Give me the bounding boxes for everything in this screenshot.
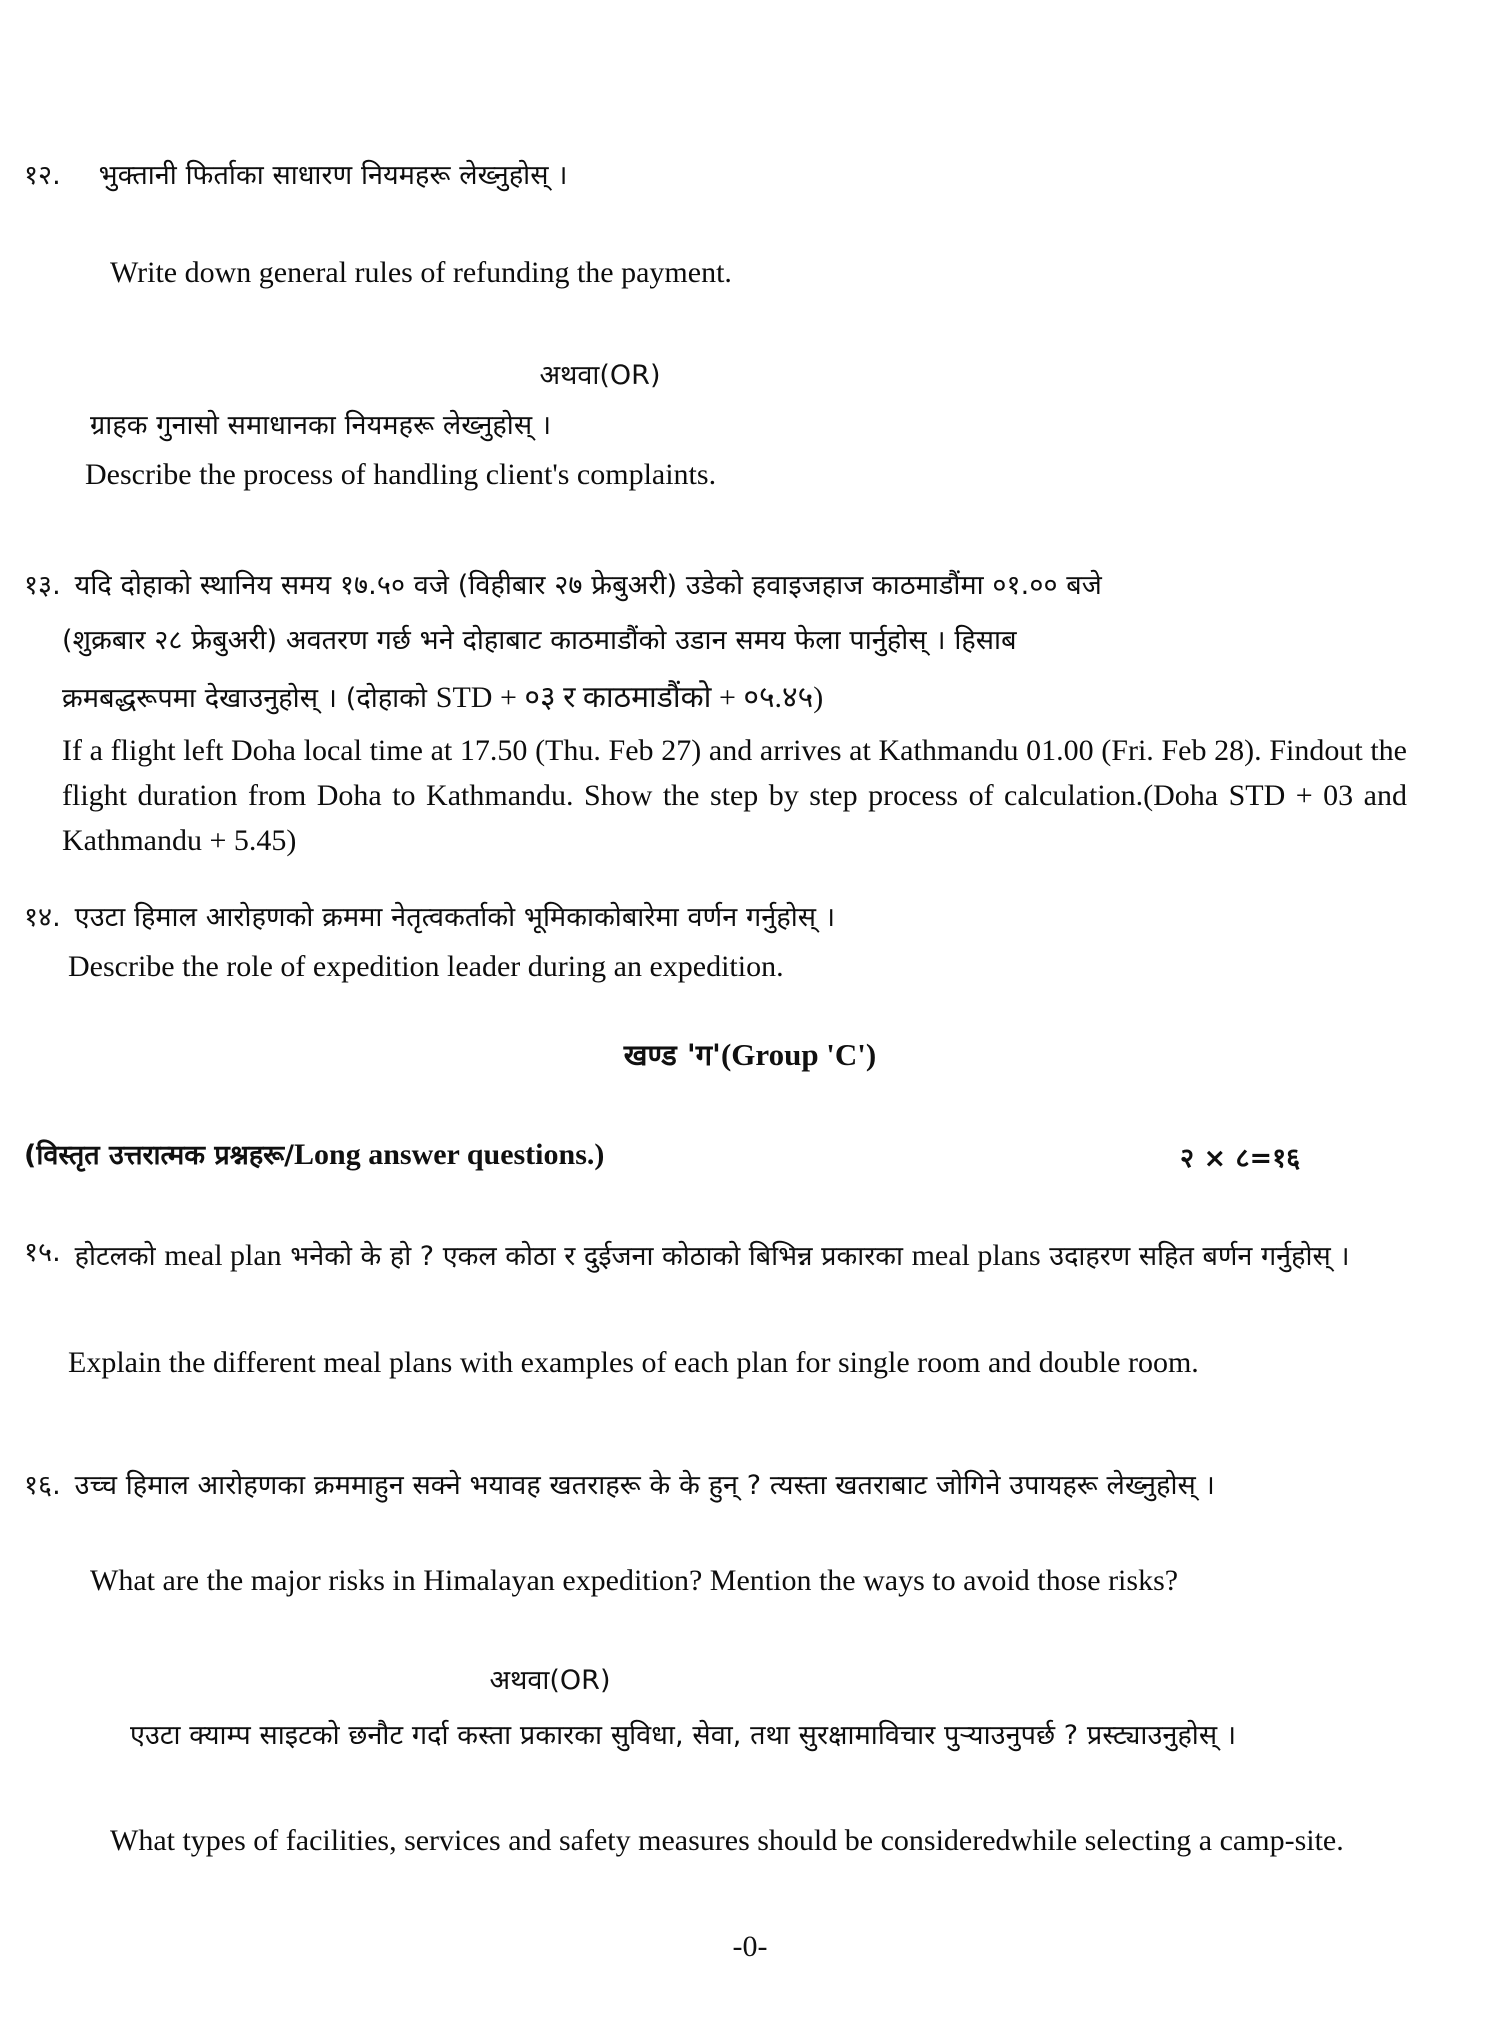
question-16	[24, 1465, 1414, 1508]
question-12-or-label	[420, 355, 780, 392]
question-12	[24, 155, 1174, 198]
question-13-nepali-line3-prefix: क्रमबद्धरूपमा देखाउनुहोस् । (दोहाको	[62, 683, 436, 714]
question-15-meal-plan-term-2: meal plans	[911, 1239, 1041, 1272]
question-16-nepali: उच्च हिमाल आरोहणका क्रममाहुन सक्ने भयावह खतराहरू के के हुन् ? त्यस्ता खतराबाट जोगिने उपायहरू लेख्नुहोस् ।	[74, 1470, 1215, 1501]
question-16-english: What are the major risks in Himalayan expedition? Mention the ways to avoid those risks?	[90, 1564, 1179, 1597]
question-12-number: १२.	[24, 160, 61, 191]
question-13	[24, 565, 1404, 608]
long-answer-label-nepali: (विस्तृत उत्तरात्मक प्रश्नहरू/	[24, 1140, 295, 1171]
question-16-number: १६.	[24, 1470, 61, 1501]
question-14-nepali: एउटा हिमाल आरोहणको क्रममा नेतृत्वकर्ताको भूमिकाकोबारेमा वर्णन गर्नुहोस् ।	[74, 902, 836, 933]
question-12-english: Write down general rules of refunding the payment.	[110, 256, 732, 289]
question-13-std-values: STD + ०३ र काठमाडौंको + ०५.४५)	[435, 681, 824, 714]
question-15-nepali-middle: भनेको के हो ? एकल कोठा र दुईजना कोठाको बिभिन्न प्रकारका	[281, 1241, 912, 1272]
question-14-number: १४.	[24, 902, 61, 933]
page-footer-number: -0-	[732, 1930, 768, 1963]
group-c-heading	[250, 1035, 1250, 1074]
question-13-nepali-line2: (शुक्रबार २८ फ्रेबुअरी) अवतरण गर्छ भने दोहाबाट काठमाडौंको उडान समय फेला पार्नुहोस् । हिसाब	[62, 625, 1017, 656]
question-15-nepali-suffix: उदाहरण सहित बर्णन गर्नुहोस् ।	[1040, 1241, 1350, 1272]
long-answer-label-english: Long answer questions.)	[294, 1138, 605, 1171]
question-12-alt-nepali: ग्राहक गुनासो समाधानका नियमहरू लेख्नुहोस् ।	[90, 410, 552, 441]
question-16-alt-english: What types of facilities, services and safety measures should be consideredwhile selecting a camp-site.	[110, 1824, 1344, 1857]
long-answer-section-label	[24, 1135, 924, 1172]
question-14	[24, 897, 1274, 940]
or-label-text: अथवा(OR)	[539, 360, 661, 391]
question-16-alt-nepali: एउटा क्याम्प साइटको छनौट गर्दा कस्ता प्रकारका सुविधा, सेवा, तथा सुरक्षामाविचार पुर्‍याउनुपर्छ ? प्रस्ट्याउनुहोस् ।	[130, 1720, 1237, 1751]
group-c-heading-nepali: खण्ड 'ग'	[623, 1038, 721, 1072]
question-13-nepali-line3	[62, 675, 1407, 721]
question-15-meal-plan-term-1: meal plan	[164, 1239, 282, 1272]
question-12-nepali: भुक्तानी फिर्ताका साधारण नियमहरू लेख्नुहोस् ।	[98, 160, 568, 191]
question-13-number: १३.	[24, 570, 61, 601]
question-14-english: Describe the role of expedition leader during an expedition.	[68, 950, 784, 983]
question-12-alt-english: Describe the process of handling client's complaints.	[85, 458, 717, 491]
question-16-or-label	[370, 1660, 730, 1697]
question-15-number: १५.	[24, 1237, 61, 1268]
group-c-heading-english: (Group 'C')	[720, 1037, 877, 1072]
question-13-nepali-line1: यदि दोहाको स्थानिय समय १७.५० वजे (विहीबार २७ फ्रेबुअरी) उडेको हवाइजहाज काठमाडौंमा ०१.०० बजे	[74, 570, 1102, 601]
question-15-nepali-prefix: होटलको	[74, 1241, 165, 1272]
or-label-text-2: अथवा(OR)	[489, 1665, 611, 1696]
question-15-english: Explain the different meal plans with examples of each plan for single room and double room.	[68, 1346, 1199, 1379]
question-13-english: If a flight left Doha local time at 17.50 (Thu. Feb 27) and arrives at Kathmandu 01.00 (Fri. Feb 28). Findout the flight duration from Doha to Kathmandu. Show the step by step process of calculation.(Doha STD + 03 and Kathmandu + 5.45)	[62, 734, 1407, 857]
group-c-marks: २ × ८=१६	[1180, 1143, 1301, 1174]
question-15	[24, 1232, 1414, 1280]
